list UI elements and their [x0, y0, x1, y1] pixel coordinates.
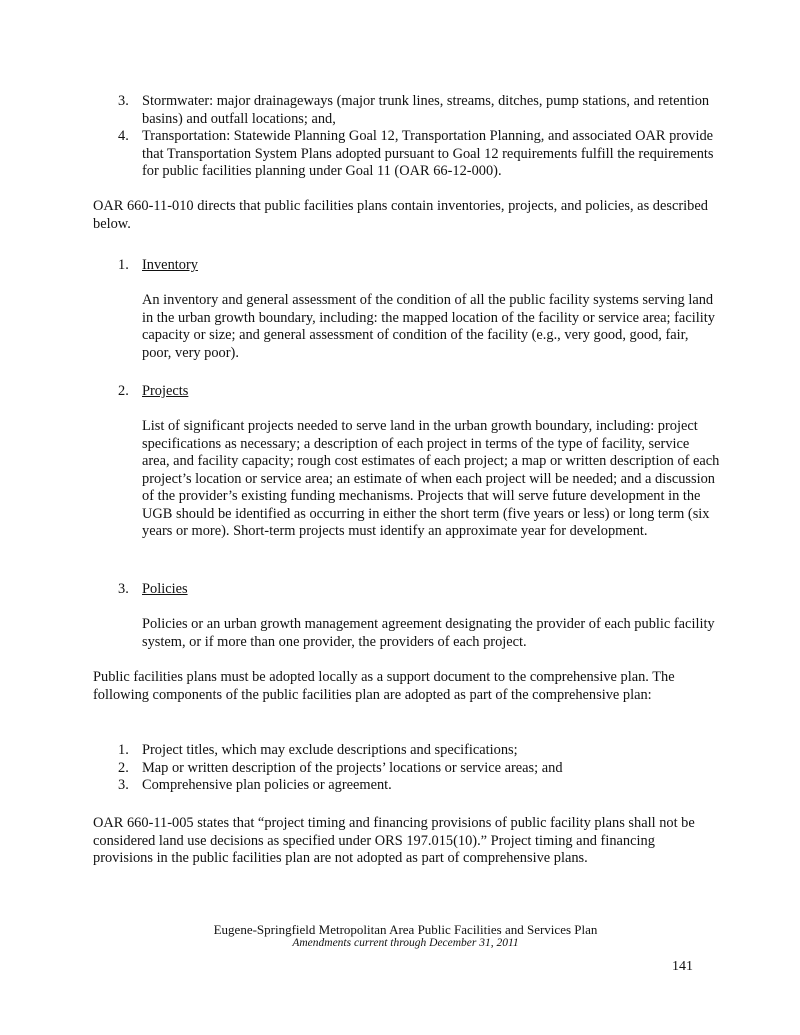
final-paragraph: OAR 660-11-005 states that “project timing and financing provisions of public facility plans shall not be considered land use decisions as specified under ORS 197.015(10).” Project timing and financing provisions in the public facilities plan are not adopted as part of comprehensive plans.	[93, 815, 695, 866]
list-item	[118, 777, 718, 795]
list-item	[118, 128, 718, 181]
section-title: Projects	[142, 383, 189, 399]
section-number: 2.	[118, 383, 129, 399]
intro-paragraph: OAR 660-11-010 directs that public facilities plans contain inventories, projects, and policies, as described below.	[93, 198, 708, 232]
adoption-paragraph: Public facilities plans must be adopted locally as a support document to the comprehensive plan. The following components of the public facilities plan are adopted as part of the comprehensive plan:	[93, 669, 675, 703]
list-item-text: Stormwater: major drainageways (major trunk lines, streams, ditches, pump stations, and retention basins) and outfall locations; and,	[142, 93, 710, 127]
section-title: Inventory	[142, 257, 198, 273]
list-item	[118, 742, 718, 760]
list-item-number: 3.	[118, 777, 129, 793]
section-body-projects: List of significant projects needed to serve land in the urban growth boundary, including: project specifications as necessary; a description of each project in terms of the type of facility, service area, and facility capacity; rough cost estimates of each project; a map or written description of each project’s location or service area; an estimate of when each project will be needed; and a discussion of the provider’s existing funding mechanisms. Projects that will serve future development in the UGB should be identified as occurring in either the short term (five years or less) or long term (six years or more). Short-term projects must identify an approximate year for development.	[142, 418, 720, 539]
list-item	[118, 93, 718, 128]
footer-subtitle: Amendments current through December 31, 2011	[292, 937, 519, 949]
section-body-inventory: An inventory and general assessment of the condition of all the public facility systems serving land in the urban growth boundary, including: the mapped location of the facility or service area; facility capacity or size; and general assessment of condition of the facility (e.g., very good, good, fair, poor, very poor).	[142, 292, 715, 361]
components-list	[118, 742, 718, 795]
section-title: Policies	[142, 581, 188, 597]
list-item-text: Map or written description of the projects’ locations or service areas; and	[142, 759, 563, 776]
list-item-number: 2.	[118, 759, 129, 776]
list-item-text: Transportation: Statewide Planning Goal 12, Transportation Planning, and associated OAR provide that Transportation System Plans adopted pursuant to Goal 12 requirements fulfill the requirements for public facilities planning under Goal 11 (OAR 66-12-000).	[142, 128, 714, 179]
section-number: 3.	[118, 581, 129, 597]
page-footer	[93, 922, 718, 950]
list-item-number: 4.	[118, 128, 129, 144]
page-number: 141	[672, 959, 693, 974]
list-item-text: Comprehensive plan policies or agreement.	[142, 777, 392, 793]
section-number: 1.	[118, 257, 129, 273]
section-body-policies: Policies or an urban growth management agreement designating the provider of each public facility system, or if more than one provider, the providers of each project.	[142, 616, 715, 650]
list-item-text: Project titles, which may exclude descriptions and specifications;	[142, 742, 518, 758]
footer-title: Eugene-Springfield Metropolitan Area Public Facilities and Services Plan	[213, 922, 598, 937]
list-item	[118, 760, 718, 778]
list-item-number: 3.	[118, 93, 129, 109]
top-list	[118, 93, 718, 181]
list-item-number: 1.	[118, 742, 129, 758]
